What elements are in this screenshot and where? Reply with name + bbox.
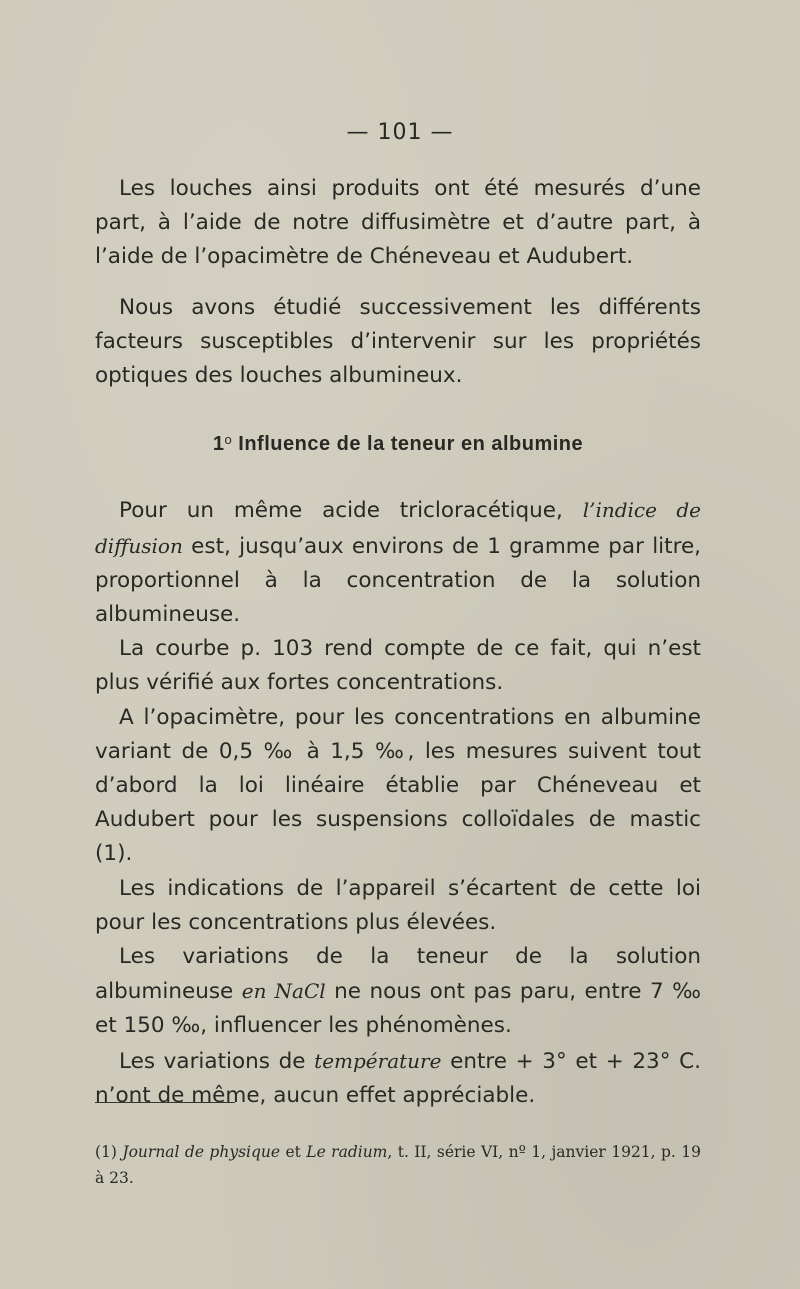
paragraph-4: La courbe p. 103 rend compte de ce fait, qui n’est plus vérifié aux fortes concentrations. xyxy=(95,636,701,696)
footnote xyxy=(95,1139,701,1191)
footnote-marker: (1) xyxy=(95,1142,123,1161)
footnote-divider xyxy=(95,1102,235,1103)
paragraph-3 xyxy=(95,493,701,632)
paragraph-2: Nous avons étudié successivement les différents facteurs susceptibles d’intervenir sur les propriétés optiques des louches albumineux. xyxy=(95,294,701,389)
page-number: — 101 — xyxy=(346,120,454,145)
paragraph-1: Les louches ainsi produits ont été mesurés d’une part, à l’aide de notre diffusimètre et d’autre part, à l’aide de l’opacimètre de Chéneveau et Audubert. xyxy=(95,176,701,270)
heading-ordinal: o xyxy=(224,432,233,448)
paragraph-8-italic: température xyxy=(314,1048,442,1073)
body-text xyxy=(95,172,701,1113)
paragraph-7 xyxy=(95,940,701,1044)
paragraph-5: A l’opacimètre, pour les concentrations en albumine variant de 0,5 ‰ à 1,5 ‰, les mesures suivent tout d’abord la loi linéaire établie par Chéneveau et Audubert pour les suspensions colloïdales de mastic (1). xyxy=(95,704,701,867)
paragraph-3-end: est, jusqu’aux environs de 1 gramme par litre, proportionnel à la concentration de la solution albumineuse. xyxy=(95,533,701,628)
paragraph-8-end: entre + 3° et + 23° C. n’ont de même, aucun effet appréciable. xyxy=(95,1048,701,1108)
paragraph-3-start: Pour un même acide tricloracétique, xyxy=(119,498,583,524)
footnote-and: et xyxy=(280,1142,307,1161)
paragraph-3-italic: l’indice de diffusion xyxy=(95,498,702,558)
footnote-journal-2: Le radium xyxy=(306,1142,388,1161)
paragraph-7-end: ne nous ont pas paru, entre 7 ‰ et 150 ‰, influencer les phénomènes. xyxy=(95,979,701,1039)
paragraph-8-start: Les variations de xyxy=(119,1048,315,1074)
paragraph-6: Les indications de l’appareil s’écartent de cette loi pour les concentrations plus élevées. xyxy=(95,875,701,935)
section-heading xyxy=(95,423,701,461)
footnote-reference: , t. II, série VI, nº 1, janvier 1921, p. 19 à 23. xyxy=(95,1142,701,1187)
heading-text: Influence de la teneur en albumine xyxy=(238,433,584,456)
paragraph-7-start: Les variations de la teneur de la solution albumineuse xyxy=(95,944,701,1005)
paragraph-7-italic: en NaCl xyxy=(241,979,326,1004)
footnote-journal: Journal de physique xyxy=(122,1142,281,1161)
heading-number: 1 xyxy=(212,433,225,456)
